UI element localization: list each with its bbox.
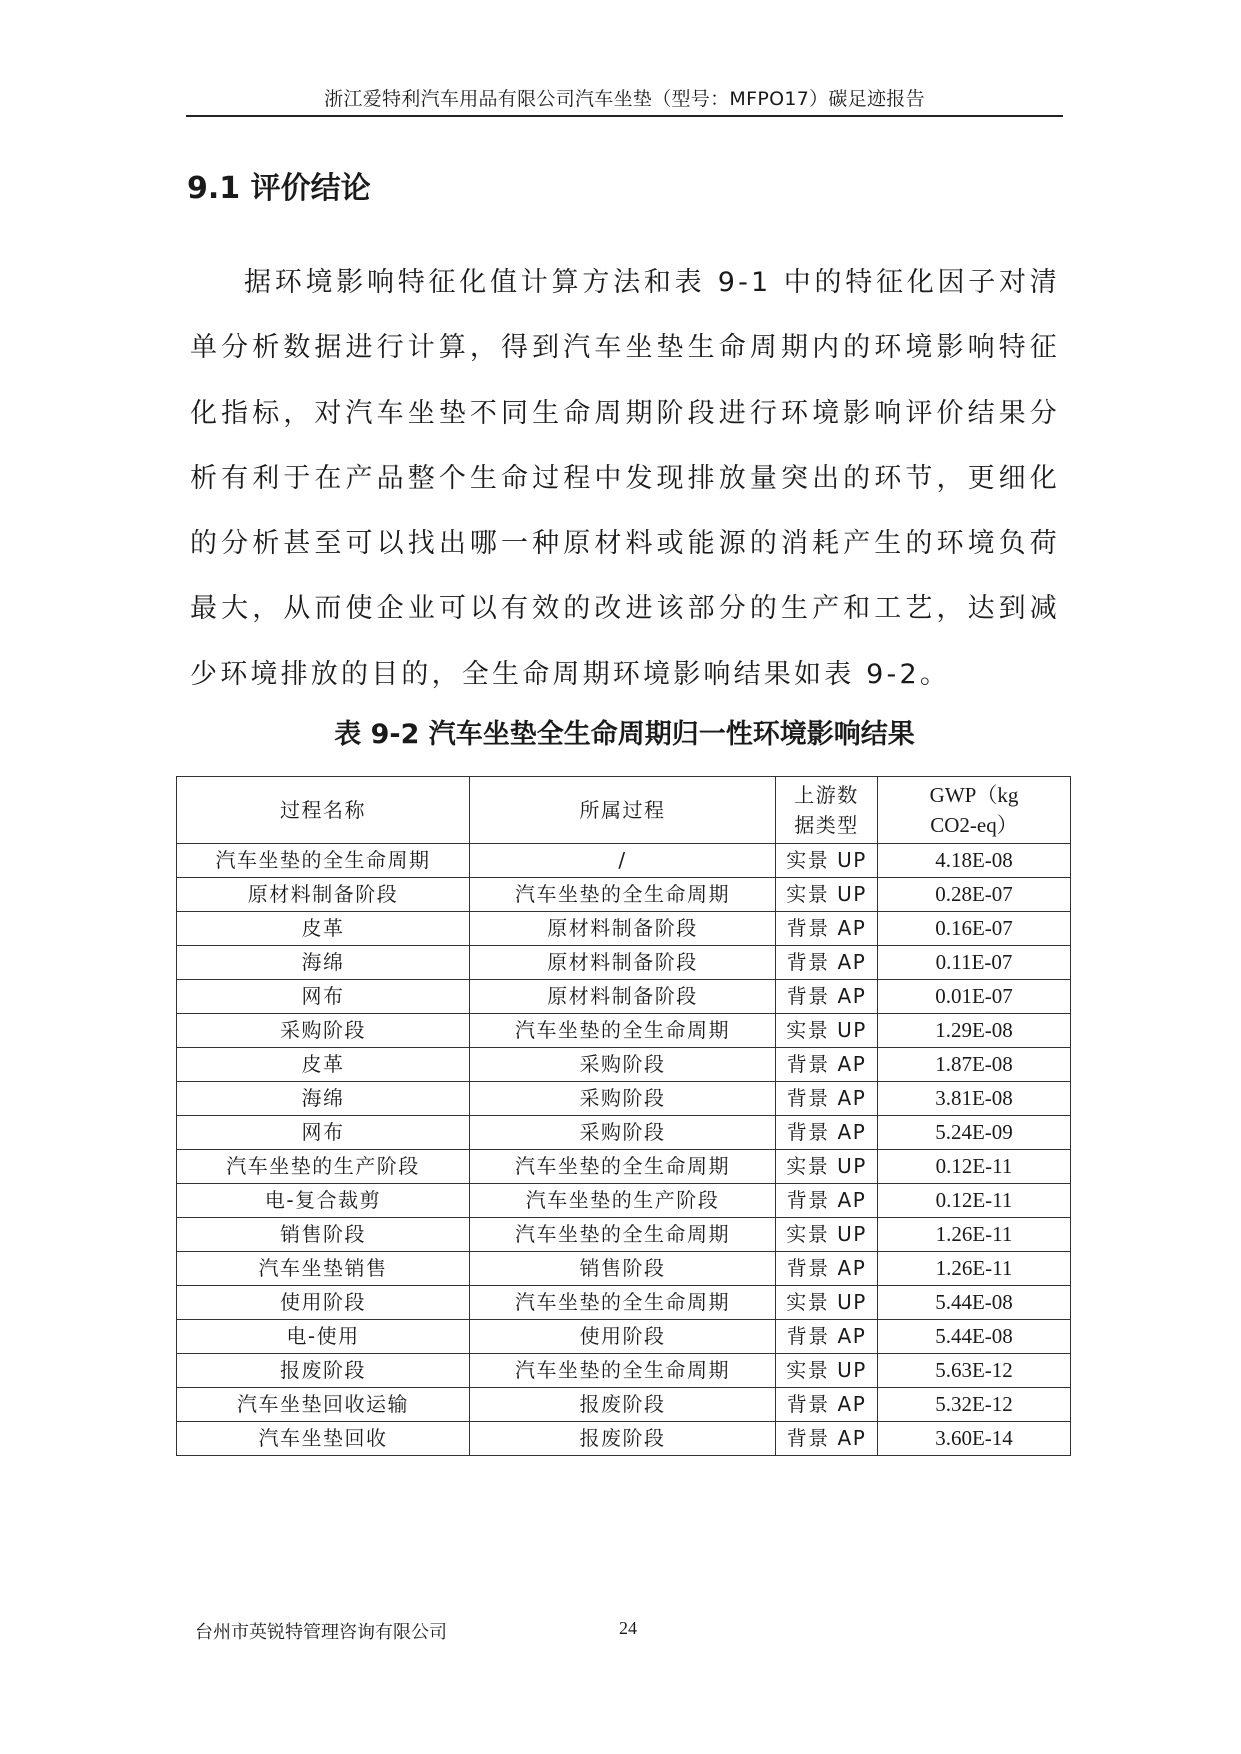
- cell-process-name: 海绵: [177, 946, 470, 980]
- cell-data-type: 背景 AP: [776, 1422, 878, 1456]
- cell-data-type: 实景 UP: [776, 1286, 878, 1320]
- cell-gwp: 1.26E-11: [878, 1218, 1071, 1252]
- header-divider: [186, 115, 1063, 117]
- table-row: [177, 1150, 1071, 1184]
- table-row: [177, 912, 1071, 946]
- table-row: [177, 1252, 1071, 1286]
- table-row: [177, 946, 1071, 980]
- cell-parent-process: 汽车坐垫的全生命周期: [470, 1286, 776, 1320]
- table-row: [177, 1014, 1071, 1048]
- header-gwp: [878, 777, 1071, 844]
- cell-process-name: 采购阶段: [177, 1014, 470, 1048]
- cell-data-type: 实景 UP: [776, 1150, 878, 1184]
- cell-data-type: 背景 AP: [776, 1388, 878, 1422]
- cell-gwp: 3.81E-08: [878, 1082, 1071, 1116]
- cell-gwp: 3.60E-14: [878, 1422, 1071, 1456]
- header-gwp-line2: CO2-eq）: [930, 813, 1018, 837]
- cell-gwp: 1.26E-11: [878, 1252, 1071, 1286]
- table-caption: 表 9-2 汽车坐垫全生命周期归一性环境影响结果: [334, 719, 915, 750]
- header-data-type-line1: 上游数: [794, 783, 859, 807]
- section-title: 9.1 评价结论: [187, 171, 371, 206]
- cell-parent-process: 汽车坐垫的生产阶段: [470, 1184, 776, 1218]
- cell-parent-process: 汽车坐垫的全生命周期: [470, 878, 776, 912]
- table-row: [177, 980, 1071, 1014]
- cell-process-name: 汽车坐垫回收运输: [177, 1388, 470, 1422]
- cell-gwp: 4.18E-08: [878, 844, 1071, 878]
- cell-parent-process: 报废阶段: [470, 1422, 776, 1456]
- cell-data-type: 实景 UP: [776, 878, 878, 912]
- cell-process-name: 销售阶段: [177, 1218, 470, 1252]
- cell-process-name: 电-使用: [177, 1320, 470, 1354]
- cell-gwp: 0.11E-07: [878, 946, 1071, 980]
- table-row: [177, 1048, 1071, 1082]
- table-row: [177, 1218, 1071, 1252]
- cell-parent-process: 汽车坐垫的全生命周期: [470, 1150, 776, 1184]
- table-row: [177, 1388, 1071, 1422]
- cell-data-type: 实景 UP: [776, 844, 878, 878]
- header-process-name: 过程名称: [177, 777, 470, 844]
- cell-process-name: 使用阶段: [177, 1286, 470, 1320]
- table-header-row: [177, 777, 1071, 844]
- cell-process-name: 网布: [177, 1116, 470, 1150]
- table-body: [177, 844, 1071, 1456]
- cell-data-type: 背景 AP: [776, 1048, 878, 1082]
- table-row: [177, 1082, 1071, 1116]
- header-gwp-line1: GWP（kg: [929, 783, 1019, 807]
- cell-process-name: 汽车坐垫销售: [177, 1252, 470, 1286]
- cell-data-type: 背景 AP: [776, 1082, 878, 1116]
- cell-parent-process: 原材料制备阶段: [470, 980, 776, 1014]
- cell-data-type: 背景 AP: [776, 1252, 878, 1286]
- cell-gwp: 5.24E-09: [878, 1116, 1071, 1150]
- cell-gwp: 1.87E-08: [878, 1048, 1071, 1082]
- cell-data-type: 背景 AP: [776, 1116, 878, 1150]
- body-paragraph: 据环境影响特征化值计算方法和表 9-1 中的特征化因子对清单分析数据进行计算，得到汽车坐垫生命周期内的环境影响特征化指标，对汽车坐垫不同生命周期阶段进行环境影响评价结果分析有利于在产品整个生命过程中发现排放量突出的环节，更细化的分析甚至可以找出哪一种原材料或能源的消耗产生的环境负荷最大，从而使企业可以有效的改进该部分的生产和工艺，达到减少环境排放的目的，全生命周期环境影响结果如表 9-2。: [190, 267, 1060, 690]
- footer-company: 台州市英锐特管理咨询有限公司: [195, 1622, 447, 1643]
- cell-gwp: 0.16E-07: [878, 912, 1071, 946]
- cell-data-type: 背景 AP: [776, 1184, 878, 1218]
- cell-data-type: 背景 AP: [776, 912, 878, 946]
- cell-parent-process: 使用阶段: [470, 1320, 776, 1354]
- cell-process-name: 皮革: [177, 912, 470, 946]
- cell-process-name: 网布: [177, 980, 470, 1014]
- cell-gwp: 0.12E-11: [878, 1150, 1071, 1184]
- cell-gwp: 5.63E-12: [878, 1354, 1071, 1388]
- cell-data-type: 背景 AP: [776, 980, 878, 1014]
- cell-parent-process: 销售阶段: [470, 1252, 776, 1286]
- cell-parent-process: 报废阶段: [470, 1388, 776, 1422]
- cell-parent-process: 采购阶段: [470, 1116, 776, 1150]
- cell-parent-process: 原材料制备阶段: [470, 912, 776, 946]
- header-data-type-line2: 据类型: [794, 813, 859, 837]
- header-data-type: [776, 777, 878, 844]
- table-row: [177, 1286, 1071, 1320]
- cell-parent-process: 原材料制备阶段: [470, 946, 776, 980]
- cell-process-name: 皮革: [177, 1048, 470, 1082]
- footer-page-number: 24: [619, 1618, 637, 1638]
- table-row: [177, 1422, 1071, 1456]
- gwp-results-table: [176, 776, 1071, 1456]
- table-row: [177, 878, 1071, 912]
- cell-process-name: 海绵: [177, 1082, 470, 1116]
- cell-parent-process: /: [470, 844, 776, 878]
- cell-parent-process: 采购阶段: [470, 1082, 776, 1116]
- cell-gwp: 5.44E-08: [878, 1286, 1071, 1320]
- cell-process-name: 汽车坐垫回收: [177, 1422, 470, 1456]
- table-row: [177, 1320, 1071, 1354]
- table-row: [177, 1354, 1071, 1388]
- table-row: [177, 1116, 1071, 1150]
- cell-parent-process: 汽车坐垫的全生命周期: [470, 1354, 776, 1388]
- cell-process-name: 原材料制备阶段: [177, 878, 470, 912]
- cell-process-name: 汽车坐垫的全生命周期: [177, 844, 470, 878]
- cell-parent-process: 汽车坐垫的全生命周期: [470, 1218, 776, 1252]
- cell-data-type: 实景 UP: [776, 1354, 878, 1388]
- cell-process-name: 汽车坐垫的生产阶段: [177, 1150, 470, 1184]
- page-header-title: 浙江爱特利汽车用品有限公司汽车坐垫（型号：MFPO17）碳足迹报告: [324, 88, 925, 110]
- cell-gwp: 0.12E-11: [878, 1184, 1071, 1218]
- cell-data-type: 背景 AP: [776, 946, 878, 980]
- table-row: [177, 844, 1071, 878]
- cell-data-type: 实景 UP: [776, 1218, 878, 1252]
- cell-gwp: 0.28E-07: [878, 878, 1071, 912]
- header-parent-process: 所属过程: [470, 777, 776, 844]
- cell-process-name: 电-复合裁剪: [177, 1184, 470, 1218]
- cell-data-type: 背景 AP: [776, 1320, 878, 1354]
- cell-parent-process: 采购阶段: [470, 1048, 776, 1082]
- cell-gwp: 5.44E-08: [878, 1320, 1071, 1354]
- cell-gwp: 5.32E-12: [878, 1388, 1071, 1422]
- cell-parent-process: 汽车坐垫的全生命周期: [470, 1014, 776, 1048]
- table-row: [177, 1184, 1071, 1218]
- cell-data-type: 实景 UP: [776, 1014, 878, 1048]
- cell-process-name: 报废阶段: [177, 1354, 470, 1388]
- cell-gwp: 1.29E-08: [878, 1014, 1071, 1048]
- cell-gwp: 0.01E-07: [878, 980, 1071, 1014]
